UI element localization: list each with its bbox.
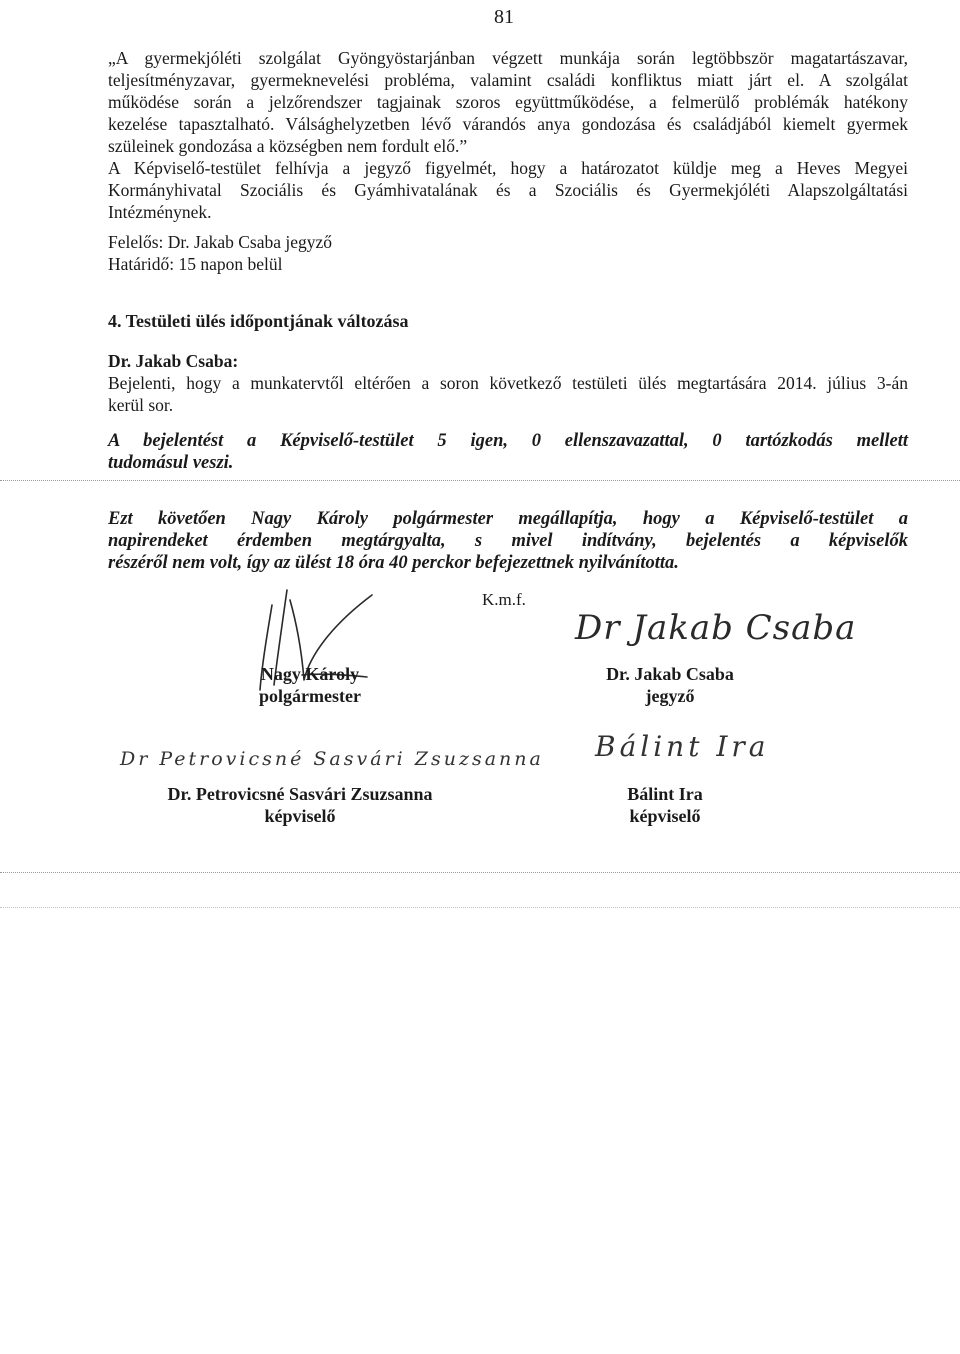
signatory-role: képviselő xyxy=(264,806,336,826)
closing-line: Ezt követően Nagy Károly polgármester megállapítja, hogy a Képviselő-testület a xyxy=(108,509,908,529)
announcement-line: kerül sor. xyxy=(108,395,174,415)
notary-signature: Dr Jakab Csaba xyxy=(575,608,857,648)
deadline-line: Határidő: 15 napon belül xyxy=(108,254,283,274)
kmf-label: K.m.f. xyxy=(482,590,526,609)
speaker-label: Dr. Jakab Csaba: xyxy=(108,351,239,371)
signatory-role: képviselő xyxy=(629,806,701,826)
signatory-name: Dr. Petrovicsné Sasvári Zsuzsanna xyxy=(167,784,433,804)
petrovicsne-signatory xyxy=(100,783,500,827)
resolution-line: A Képviselő-testület felhívja a jegyző figyelmét, hogy a határozatot küldje meg a Heves Megyei xyxy=(108,158,908,178)
quote-line: teljesítményzavar, gyermeknevelési probléma, valamint családi konfliktus miatt járt el. A szolgálat xyxy=(108,70,908,90)
petrovicsne-signature: Dr Petrovicsné Sasvári Zsuzsanna xyxy=(120,748,544,770)
notary-signatory xyxy=(560,663,780,707)
page-number: 81 xyxy=(494,6,514,28)
dotted-rule xyxy=(0,480,960,481)
quote-line: „A gyermekjóléti szolgálat Gyöngyöstarjánban végzett munkája során legtöbbször magatartászavar, xyxy=(108,48,908,68)
balint-signatory xyxy=(555,783,775,827)
signatory-role: jegyző xyxy=(645,686,695,706)
signatory-name: Nagy Károly xyxy=(260,664,360,684)
quote-line: működése során a jelzőrendszer tagjainak szoros együttműködése, a felmerülő problémák hatékony xyxy=(108,92,908,112)
quote-line: szüleinek gondozása a községben nem fordult elő.” xyxy=(108,136,468,156)
responsible-line: Felelős: Dr. Jakab Csaba jegyző xyxy=(108,232,333,252)
dotted-rule xyxy=(0,872,960,873)
announcement-line: Bejelenti, hogy a munkatervtől eltérően a soron következő testületi ülés megtartására 2014. július 3-án xyxy=(108,373,908,393)
mayor-signatory xyxy=(200,663,420,707)
closing-line: napirendeket érdemben megtárgyalta, s mivel indítvány, bejelentés a képviselők xyxy=(108,531,908,551)
closing-line: részéről nem volt, így az ülést 18 óra 40 perckor befejezettnek nyilvánította. xyxy=(108,553,679,573)
balint-signature: Bálint Ira xyxy=(595,730,770,763)
signatory-role: polgármester xyxy=(259,686,361,706)
dotted-rule xyxy=(0,907,960,908)
vote-line: tudomásul veszi. xyxy=(108,453,234,473)
resolution-line: Kormányhivatal Szociális és Gyámhivatalának és a Szociális és Gyermekjóléti Alapszolgáltatási xyxy=(108,180,908,200)
section-heading: 4. Testületi ülés időpontjának változása xyxy=(108,311,409,331)
signatory-name: Bálint Ira xyxy=(627,784,703,804)
signatory-name: Dr. Jakab Csaba xyxy=(606,664,734,684)
resolution-line: Intézménynek. xyxy=(108,202,212,222)
quote-line: kezelése tapasztalható. Válsághelyzetben lévő várandós anya gondozása és családjából kiemelt gyermek xyxy=(108,114,908,134)
vote-line: A bejelentést a Képviselő-testület 5 igen, 0 ellenszavazattal, 0 tartózkodás mellett xyxy=(108,431,908,451)
